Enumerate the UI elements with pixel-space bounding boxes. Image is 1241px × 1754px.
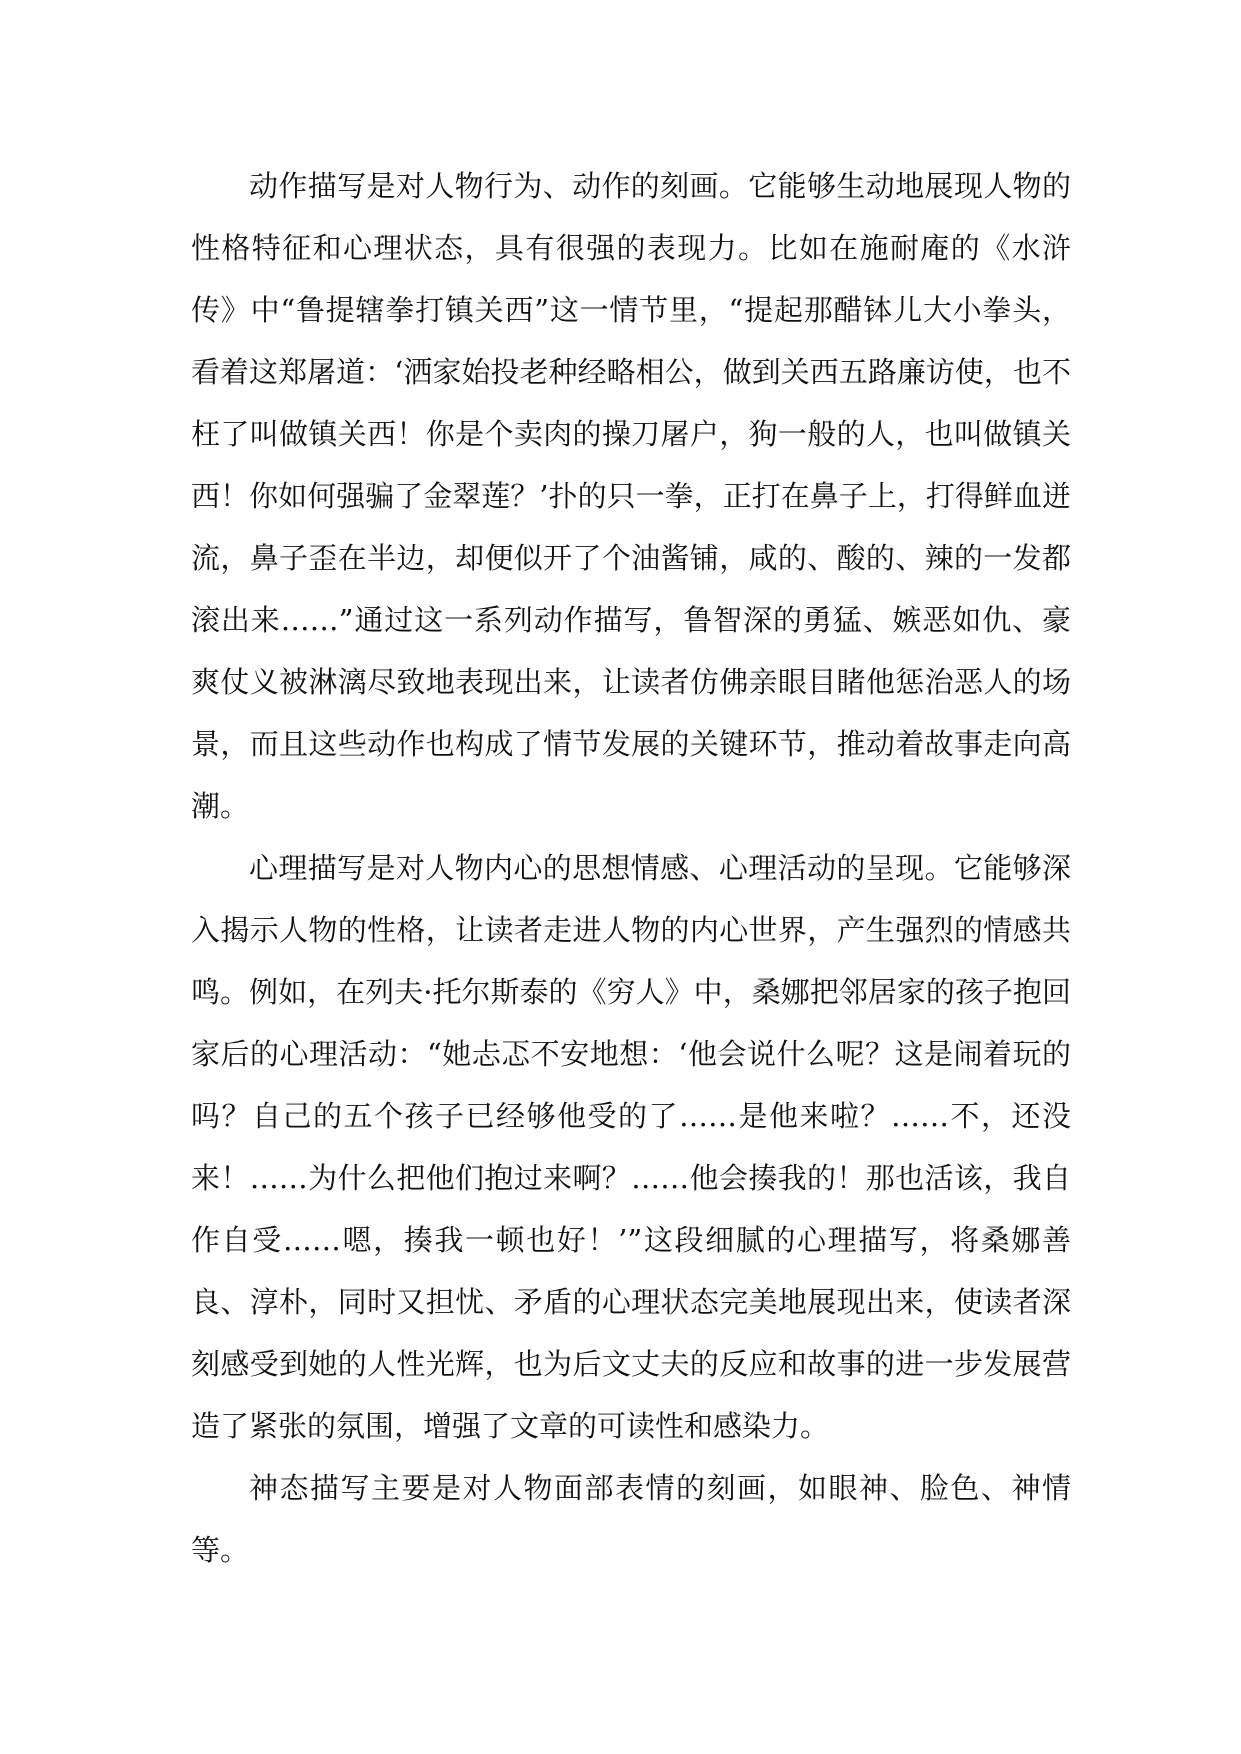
- paragraph-expression-description: 神态描写主要是对人物面部表情的刻画，如眼神、脸色、神情等。: [191, 1471, 1071, 1567]
- document-body: [191, 155, 1071, 1581]
- paragraph-psychological-description: 心理描写是对人物内心的思想情感、心理活动的呈现。它能够深入揭示人物的性格，让读者走进人物的内心世界，产生强烈的情感共鸣。例如，在列夫·托尔斯泰的《穷人》中，桑娜把邻居家的孩子抱回家后的心理活动：“她忐忑不安地想：‘他会说什么呢？这是闹着玩的吗？自己的五个孩子已经够他受的了……是他来啦？……不，还没来！……为什么把他们抱过来啊？……他会揍我的！那也活该，我自作自受……嗯，揍我一顿也好！’”这段细腻的心理描写，将桑娜善良、淳朴，同时又担忧、矛盾的心理状态完美地展现出来，使读者深刻感受到她的人性光辉，也为后文丈夫的反应和故事的进一步发展营造了紧张的氛围，增强了文章的可读性和感染力。: [191, 851, 1071, 1443]
- paragraph-action-description: 动作描写是对人物行为、动作的刻画。它能够生动地展现人物的性格特征和心理状态，具有很强的表现力。比如在施耐庵的《水浒传》中“鲁提辖拳打镇关西”这一情节里，“提起那醋钵儿大小拳头，看着这郑屠道：‘洒家始投老种经略相公，做到关西五路廉访使，也不枉了叫做镇关西！你是个卖肉的操刀屠户，狗一般的人，也叫做镇关西！你如何强骗了金翠莲？’扑的只一拳，正打在鼻子上，打得鲜血迸流，鼻子歪在半边，却便似开了个油酱铺，咸的、酸的、辣的一发都滚出来……”通过这一系列动作描写，鲁智深的勇猛、嫉恶如仇、豪爽仗义被淋漓尽致地表现出来，让读者仿佛亲眼目睹他惩治恶人的场景，而且这些动作也构成了情节发展的关键环节，推动着故事走向高潮。: [191, 169, 1071, 823]
